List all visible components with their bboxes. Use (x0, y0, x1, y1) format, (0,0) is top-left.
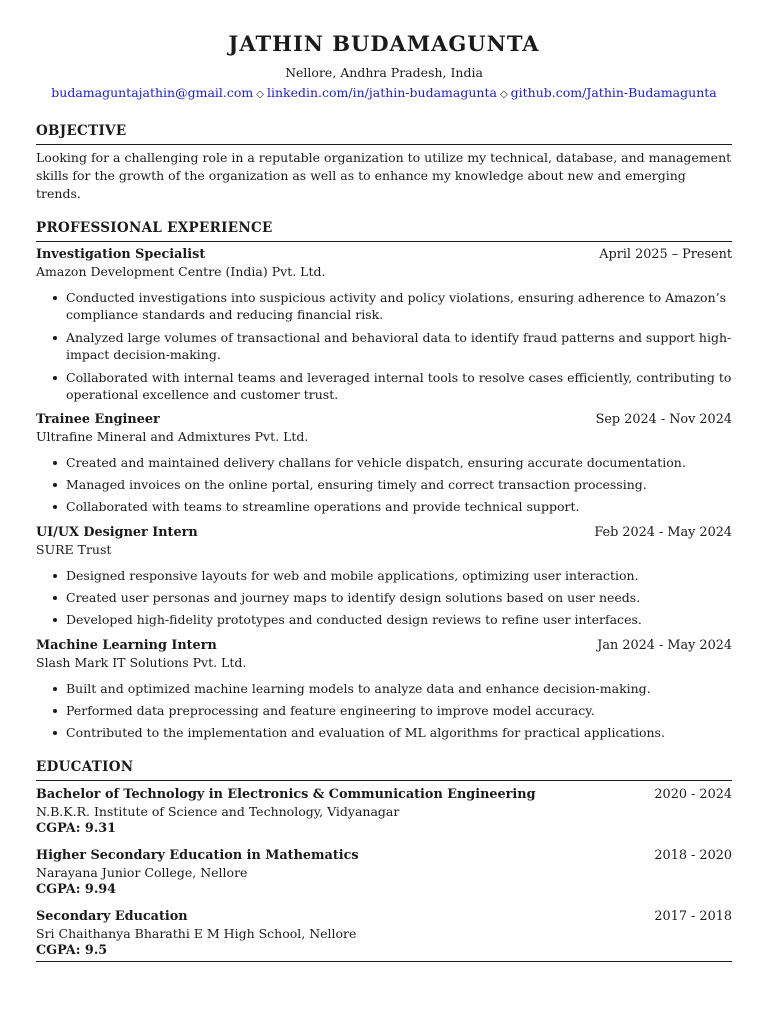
company-name: SURE Trust (36, 542, 112, 557)
school-name: N.B.K.R. Institute of Science and Technology, Vidyanagar (36, 804, 400, 819)
entry-header (36, 847, 732, 864)
objective-text: Looking for a challenging role in a reputable organization to utilize my technical, database, and management skills for the growth of the organization as well as to enhance my knowledge about new and emerging trends. (36, 150, 732, 201)
linkedin-link[interactable]: linkedin.com/in/jathin-budamagunta (266, 85, 497, 100)
job-dates: April 2025 – Present (599, 247, 732, 262)
cgpa-value: CGPA: 9.94 (36, 882, 117, 897)
section-title-education: EDUCATION (36, 758, 732, 781)
bullet-item: Conducted investigations into suspicious activity and policy violations, ensuring adherence to Amazon’s compliance standards and reducing financial risk. (36, 289, 732, 323)
bullet-item: Created and maintained delivery challans for vehicle dispatch, ensuring accurate documentation. (36, 454, 732, 471)
github-link[interactable]: github.com/Jathin-Budamagunta (510, 85, 717, 100)
company-name: Amazon Development Centre (India) Pvt. Ltd. (36, 264, 326, 279)
bullet-item: Collaborated with teams to streamline operations and provide technical support. (36, 498, 732, 515)
degree-title: Secondary Education (36, 909, 188, 924)
section-title-experience: PROFESSIONAL EXPERIENCE (36, 219, 732, 242)
company-name: Slash Mark IT Solutions Pvt. Ltd. (36, 655, 247, 670)
education-dates: 2017 - 2018 (654, 909, 732, 924)
contact-line (36, 85, 732, 103)
bullet-item: Managed invoices on the online portal, ensuring timely and correct transaction processing. (36, 476, 732, 493)
education-dates: 2020 - 2024 (654, 787, 732, 802)
cgpa-value: CGPA: 9.5 (36, 943, 108, 958)
bullet-item: Created user personas and journey maps to identify design solutions based on user needs. (36, 589, 732, 606)
job-title: Investigation Specialist (36, 247, 206, 262)
school-name: Narayana Junior College, Nellore (36, 865, 248, 880)
job-dates: Feb 2024 - May 2024 (594, 525, 732, 540)
resume-header (36, 30, 732, 103)
job-dates: Sep 2024 - Nov 2024 (595, 412, 732, 427)
education-entry (36, 847, 732, 898)
experience-entry (36, 246, 732, 403)
bullet-item: Built and optimized machine learning models to analyze data and enhance decision-making. (36, 680, 732, 697)
entry-header (36, 786, 732, 803)
job-bullets (36, 454, 732, 515)
diamond-separator-icon: ◇ (256, 89, 264, 100)
resume-page (36, 30, 732, 959)
job-bullets (36, 680, 732, 741)
job-title: Trainee Engineer (36, 412, 160, 427)
entry-header (36, 908, 732, 925)
bullet-item: Designed responsive layouts for web and mobile applications, optimizing user interaction. (36, 567, 732, 584)
bullet-item: Developed high-fidelity prototypes and conducted design reviews to refine user interfaces. (36, 611, 732, 628)
candidate-location: Nellore, Andhra Pradesh, India (285, 65, 483, 80)
entry-header (36, 637, 732, 654)
candidate-name: JATHIN BUDAMAGUNTA (228, 31, 540, 56)
job-title: Machine Learning Intern (36, 638, 217, 653)
bullet-item: Collaborated with internal teams and leveraged internal tools to resolve cases efficiently, contributing to operational excellence and customer trust. (36, 369, 732, 403)
experience-entry (36, 524, 732, 628)
diamond-separator-icon: ◇ (499, 89, 508, 100)
experience-entry (36, 637, 732, 741)
degree-title: Bachelor of Technology in Electronics & Communication Engineering (36, 787, 536, 802)
entry-header (36, 246, 732, 263)
school-name: Sri Chaithanya Bharathi E M High School, Nellore (36, 926, 357, 941)
job-dates: Jan 2024 - May 2024 (597, 638, 732, 653)
job-title: UI/UX Designer Intern (36, 525, 198, 540)
job-bullets (36, 567, 732, 628)
bullet-item: Performed data preprocessing and feature engineering to improve model accuracy. (36, 702, 732, 719)
entry-header (36, 524, 732, 541)
company-name: Ultrafine Mineral and Admixtures Pvt. Ltd. (36, 429, 309, 444)
job-bullets (36, 289, 732, 403)
cgpa-value: CGPA: 9.31 (36, 821, 117, 836)
bullet-item: Analyzed large volumes of transactional and behavioral data to identify fraud patterns and support high-impact decision-making. (36, 329, 732, 363)
education-dates: 2018 - 2020 (654, 848, 732, 863)
experience-entry (36, 411, 732, 515)
bottom-divider (36, 961, 732, 962)
section-title-objective: OBJECTIVE (36, 122, 732, 145)
education-section (36, 758, 732, 959)
education-entry (36, 786, 732, 837)
email-link[interactable]: budamaguntajathin@gmail.com (51, 85, 254, 100)
education-entry (36, 908, 732, 959)
objective-section (36, 122, 732, 203)
degree-title: Higher Secondary Education in Mathematics (36, 848, 359, 863)
entry-header (36, 411, 732, 428)
experience-section (36, 219, 732, 741)
bullet-item: Contributed to the implementation and evaluation of ML algorithms for practical applications. (36, 724, 732, 741)
